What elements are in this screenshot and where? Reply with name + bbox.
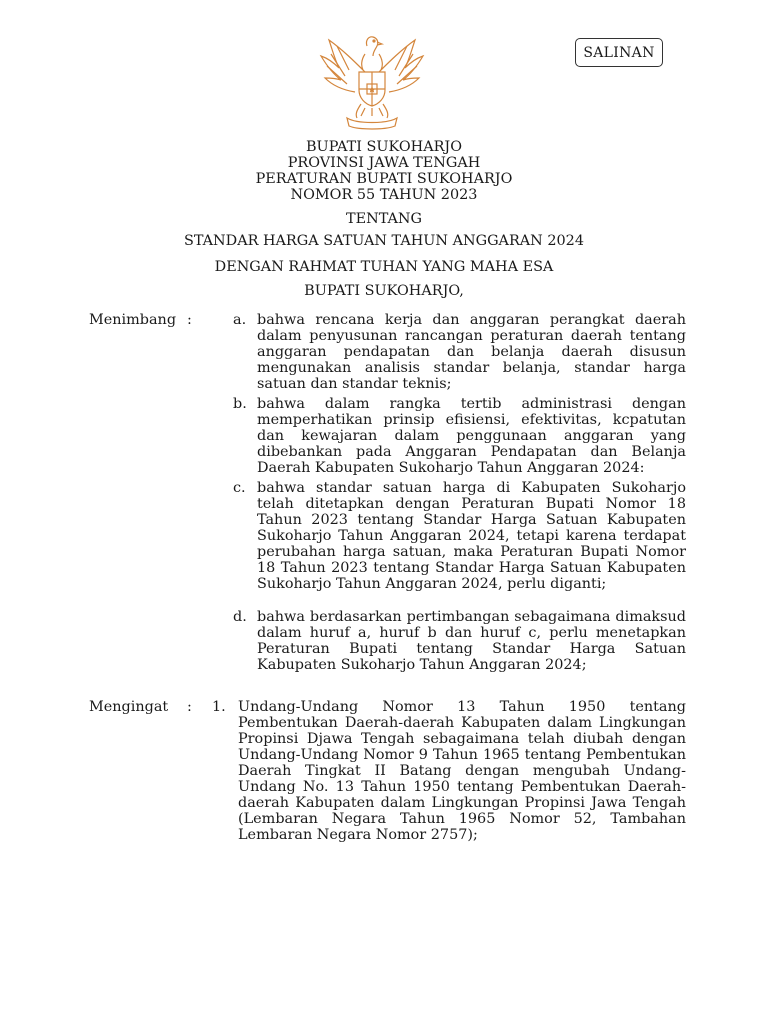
province-title: PROVINSI JAWA TENGAH: [287, 155, 481, 171]
menimbang-item-d-text: bahwa berdasarkan pertimbangan sebagaimana dimaksud dalam huruf a, huruf b dan huruf c, perlu menetapkan Peraturan Bupati tentang Standar Harga Satuan Kabupaten Sukoharjo Tahun Anggaran 2024;: [257, 609, 686, 673]
salinan-badge: SALINAN: [575, 38, 663, 67]
menimbang-colon: :: [187, 312, 192, 328]
regulation-type: PERATURAN BUPATI SUKOHARJO: [255, 171, 513, 187]
preamble-bupati: BUPATI SUKOHARJO,: [304, 283, 464, 299]
menimbang-item-c-marker: c.: [233, 480, 246, 496]
regulation-subject: STANDAR HARGA SATUAN TAHUN ANGGARAN 2024: [184, 233, 584, 249]
menimbang-item-c-text: bahwa standar satuan harga di Kabupaten Sukoharjo telah ditetapkan dengan Peraturan Bupati Nomor 18 Tahun 2023 tentang Standar Harga Satuan Kabupaten Sukoharjo Tahun Anggaran 2024, tetapi karena terdapat perubahan harga satuan, maka Peraturan Bupati Nomor 18 Tahun 2023 tentang Standar Harga Satuan Kabupaten Sukoharjo Tahun Anggaran 2024, perlu diganti;: [257, 480, 686, 592]
menimbang-item-b-marker: b.: [233, 396, 247, 412]
menimbang-label: Menimbang: [89, 312, 177, 328]
regulation-number: NOMOR 55 TAHUN 2023: [290, 187, 478, 203]
preamble-rahmat: DENGAN RAHMAT TUHAN YANG MAHA ESA: [214, 259, 554, 275]
menimbang-item-d-marker: d.: [233, 609, 247, 625]
mengingat-colon: :: [187, 699, 192, 715]
garuda-emblem: [315, 32, 429, 130]
menimbang-item-b-text: bahwa dalam rangka tertib administrasi dengan memperhatikan prinsip efisiensi, efektivitas, kcpatutan dan kewajaran dalam penggunaan anggaran yang dibebankan pada Anggaran Pendapatan dan Belanja Daerah Kabupaten Sukoharjo Tahun Anggaran 2024:: [257, 396, 686, 476]
issuer-title: BUPATI SUKOHARJO: [305, 139, 463, 155]
menimbang-item-a-text: bahwa rencana kerja dan anggaran perangkat daerah dalam penyusunan rancangan peraturan daerah tentang anggaran pendapatan dan belanja daerah disusun mengunakan analisis standar belanja, standar harga satuan dan standar teknis;: [257, 312, 686, 392]
mengingat-item-1-marker: 1.: [212, 699, 226, 715]
mengingat-item-1-text: Undang-Undang Nomor 13 Tahun 1950 tentang Pembentukan Daerah-daerah Kabupaten dalam Lingkungan Propinsi Djawa Tengah sebagaimana telah diubah dengan Undang-Undang Nomor 9 Tahun 1965 tentang Pembentukan Daerah Tingkat II Batang dengan mengubah Undang-Undang No. 13 Tahun 1950 tentang Pembentukan Daerah-daerah Kabupaten dalam Lingkungan Propinsi Jawa Tengah (Lembaran Negara Tahun 1965 Nomor 52, Tambahan Lembaran Negara Nomor 2757);: [238, 699, 686, 843]
tentang-heading: TENTANG: [346, 211, 422, 227]
mengingat-label: Mengingat: [89, 699, 169, 715]
menimbang-item-a-marker: a.: [233, 312, 247, 328]
